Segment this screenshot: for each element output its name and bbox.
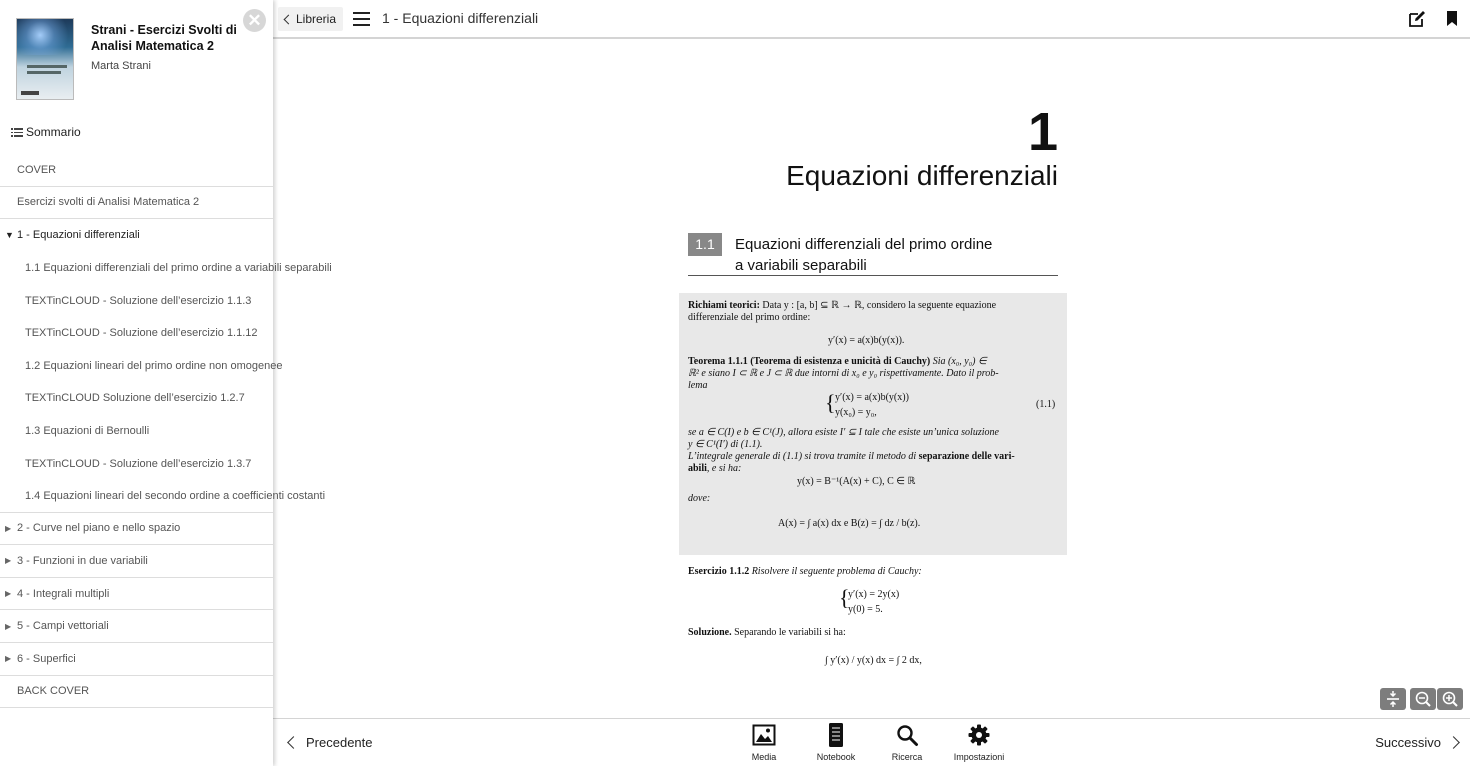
library-back-label: Libreria xyxy=(296,12,337,26)
zoom-in-button[interactable] xyxy=(1437,688,1463,710)
toc-item-label: 3 - Funzioni in due variabili xyxy=(17,554,148,567)
image-icon xyxy=(752,724,776,746)
toc-chapter-6[interactable] xyxy=(0,643,273,676)
brace-glyph: { xyxy=(839,585,850,610)
bookmark-icon[interactable] xyxy=(1446,11,1458,26)
toc-item-label: 1.1 Equazioni differenziali del primo ordine a variabili separabili xyxy=(25,262,332,275)
toc-item-label: TEXTinCLOUD Soluzione dell’esercizio 1.2.7 xyxy=(25,392,245,405)
page-text-line: L’integrale generale di (1.1) si trova tramite il metodo di separazione delle vari- xyxy=(688,451,1015,462)
book-title: Strani - Esercizi Svolti di Analisi Matematica 2 xyxy=(91,23,237,53)
book-author: Marta Strani xyxy=(91,60,151,72)
search-button[interactable] xyxy=(872,723,942,762)
page-equation: A(x) = ∫ a(x) dx e B(z) = ∫ dz / b(z). xyxy=(778,518,921,529)
toc-chapter-3[interactable] xyxy=(0,545,273,578)
caret-right-icon[interactable]: ▶ xyxy=(5,589,12,599)
toc-heading-label: Sommario xyxy=(26,125,81,139)
toc-item-1-1[interactable] xyxy=(0,252,332,285)
top-bar xyxy=(273,0,1470,39)
theory-box xyxy=(679,293,1067,555)
page-equation: y′(x) = a(x)b(y(x)) xyxy=(835,392,909,403)
media-label: Media xyxy=(751,752,777,762)
search-label: Ricerca xyxy=(891,752,923,762)
close-sidebar-button[interactable] xyxy=(243,9,266,32)
toc-item-sol-1-2-7[interactable] xyxy=(0,382,273,415)
page-text-line: Richiami teorici: Data y : [a, b] ⊆ ℝ → ℝ, considero la seguente equazione xyxy=(688,300,997,311)
page-text-line: ℝ² e siano I ⊂ ℝ e J ⊂ ℝ due intorni di x₀ e y₀ rispettivamente. Dato il prob- xyxy=(688,368,999,379)
toc-item-label: 1.4 Equazioni lineari del secondo ordine a coefficienti costanti xyxy=(25,489,326,502)
toc-item-label: TEXTinCLOUD - Soluzione dell’esercizio 1.1.12 xyxy=(25,327,258,340)
page-text-line: se a ∈ C(I) e b ∈ C¹(J), allora esiste I′ ⊆ I tale che esiste un’unica soluzione xyxy=(688,427,999,438)
page-text-line: Soluzione. Separando le variabili si ha: xyxy=(688,627,846,638)
notebook-button[interactable] xyxy=(801,723,871,762)
page-text-line: abili, e si ha: xyxy=(688,463,742,474)
fit-height-button[interactable] xyxy=(1380,688,1406,710)
page-text-line: Esercizio 1.1.2 Risolvere il seguente problema di Cauchy: xyxy=(688,566,922,577)
menu-button[interactable] xyxy=(353,12,370,26)
toc-item-label: 1.3 Equazioni di Bernoulli xyxy=(25,425,150,438)
toc-item-label: 1.2 Equazioni lineari del primo ordine non omogenee xyxy=(25,359,283,372)
brace-glyph: { xyxy=(825,390,836,415)
page-equation: y(x) = B⁻¹(A(x) + C), C ∈ ℝ xyxy=(797,476,916,487)
page-equation: y′(x) = 2y(x) xyxy=(848,589,900,600)
page-equation: y(x₀) = y₀, xyxy=(835,407,877,418)
toc-item-sol-1-3-7[interactable] xyxy=(0,447,273,480)
page-equation: ∫ y′(x) / y(x) dx = ∫ 2 dx, xyxy=(825,655,922,666)
page-equation: y(0) = 5. xyxy=(848,604,883,615)
toc-item-label: 5 - Campi vettoriali xyxy=(17,620,109,633)
section-divider xyxy=(688,275,1058,276)
previous-label: Precedente xyxy=(306,735,373,750)
toc-item-back-cover[interactable] xyxy=(0,676,273,709)
page-text-line: lema xyxy=(688,380,708,391)
page-text-line: dove: xyxy=(688,493,711,504)
caret-right-icon[interactable]: ▶ xyxy=(5,621,12,631)
toc-item-label: 4 - Integrali multipli xyxy=(17,587,110,600)
next-label: Successivo xyxy=(1375,735,1441,750)
notebook-icon xyxy=(828,723,844,747)
library-back-button[interactable] xyxy=(278,7,343,31)
zoom-in-icon xyxy=(1437,688,1463,710)
previous-page-button[interactable] xyxy=(285,735,373,750)
chevron-left-icon xyxy=(287,736,300,749)
caret-down-icon[interactable]: ▼ xyxy=(5,230,14,241)
bottom-bar xyxy=(273,718,1470,766)
toc-item-intro[interactable] xyxy=(0,187,273,220)
caret-right-icon[interactable]: ▶ xyxy=(5,556,12,566)
toc-item-label: COVER xyxy=(17,163,57,176)
fit-height-icon xyxy=(1380,688,1406,710)
caret-right-icon[interactable]: ▶ xyxy=(5,523,12,533)
page-equation: y′(x) = a(x)b(y(x)). xyxy=(828,335,905,346)
section-title xyxy=(735,234,992,276)
toc-item-label: 6 - Superfici xyxy=(17,652,76,665)
zoom-out-button[interactable] xyxy=(1410,688,1436,710)
toc-item-label: TEXTinCLOUD - Soluzione dell’esercizio 1.1.3 xyxy=(25,294,252,307)
toc-item-label: 2 - Curve nel piano e nello spazio xyxy=(17,522,181,535)
chapter-title: 1 - Equazioni differenziali xyxy=(382,10,539,26)
close-icon: ✕ xyxy=(247,11,262,30)
chevron-left-icon xyxy=(284,14,294,24)
toc-item-1-2[interactable] xyxy=(0,350,283,383)
caret-right-icon[interactable]: ▶ xyxy=(5,654,12,664)
toc-item-label: Esercizi svolti di Analisi Matematica 2 xyxy=(17,196,200,209)
chapter-heading: Equazioni differenziali xyxy=(786,160,1058,191)
toc-chapter-1[interactable] xyxy=(0,219,273,252)
toc-chapter-5[interactable] xyxy=(0,610,273,643)
toc-item-label: TEXTinCLOUD - Soluzione dell’esercizio 1.3.7 xyxy=(25,457,252,470)
toc-item-label: BACK COVER xyxy=(17,685,90,698)
toc-item-sol-1-1-3[interactable] xyxy=(0,284,273,317)
gear-icon xyxy=(968,724,990,746)
toc-item-sol-1-1-12[interactable] xyxy=(0,317,273,350)
toc-item-1-3[interactable] xyxy=(0,415,273,448)
settings-label: Impostazioni xyxy=(953,752,1005,762)
book-page xyxy=(675,90,1070,710)
toc-item-cover[interactable] xyxy=(0,154,273,187)
toc-chapter-4[interactable] xyxy=(0,578,273,611)
section-title-line: Equazioni differenziali del primo ordine xyxy=(735,236,993,253)
next-page-button[interactable] xyxy=(1375,735,1462,750)
search-icon xyxy=(896,724,918,746)
toc-heading xyxy=(11,125,81,139)
toc-item-1-4[interactable] xyxy=(0,480,326,513)
toc-chapter-2[interactable] xyxy=(0,513,273,546)
notebook-label: Notebook xyxy=(816,752,856,762)
section-number-badge: 1.1 xyxy=(688,233,722,256)
table-of-contents xyxy=(0,154,332,708)
book-cover-thumbnail[interactable] xyxy=(16,18,74,100)
list-icon xyxy=(11,127,23,137)
page-text-line: Teorema 1.1.1 (Teorema di esistenza e unicità di Cauchy) Sia (x₀, y₀) ∈ xyxy=(688,356,987,367)
chevron-right-icon xyxy=(1447,736,1460,749)
page-text-line: y ∈ C¹(I′) di (1.1). xyxy=(688,439,763,450)
chapter-number: 1 xyxy=(1027,102,1058,162)
edit-note-icon[interactable] xyxy=(1408,10,1426,28)
equation-number: (1.1) xyxy=(1036,399,1056,410)
section-title-line: a variabili separabili xyxy=(735,257,867,274)
settings-button[interactable] xyxy=(944,723,1014,762)
page-text-line: differenziale del primo ordine: xyxy=(688,312,811,323)
toc-item-label: 1 - Equazioni differenziali xyxy=(17,229,140,242)
media-button[interactable] xyxy=(729,723,799,762)
zoom-out-icon xyxy=(1410,688,1436,710)
